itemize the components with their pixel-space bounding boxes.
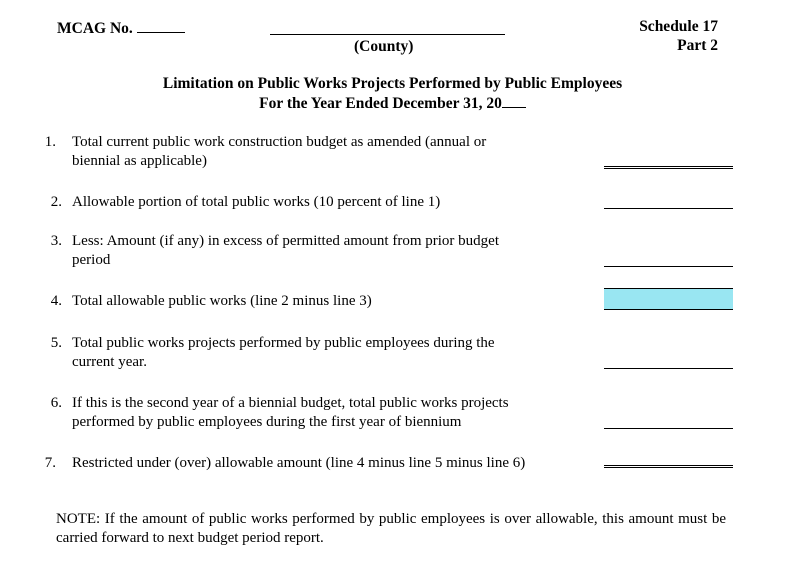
amount-field-6[interactable] <box>604 428 733 429</box>
form-title: Limitation on Public Works Projects Performed by Public Employees <box>162 75 623 92</box>
item-number: 5. <box>50 335 62 351</box>
form-subtitle-text: For the Year Ended December 31, 20 <box>259 95 502 112</box>
year-blank[interactable] <box>502 93 526 108</box>
line-item-1 <box>0 133 785 173</box>
amount-field-4[interactable] <box>604 288 733 310</box>
county-label: (County) <box>354 38 414 55</box>
line-item-4 <box>0 292 785 314</box>
item-text-line1: Total current public work construction budget as amended (annual or <box>72 134 487 150</box>
item-text-line1: Total allowable public works (line 2 minus line 3) <box>72 293 372 309</box>
item-number: 6. <box>50 395 62 411</box>
line-item-2 <box>0 193 785 213</box>
item-text-line2: performed by public employees during the first year of biennium <box>72 414 462 430</box>
line-item-5 <box>0 334 785 374</box>
item-text-line1: Restricted under (over) allowable amount (line 4 minus line 5 minus line 6) <box>72 455 526 471</box>
carry-forward-note: NOTE: If the amount of public works performed by public employees is over allowable, this amount must be carried forward to next budget period report. <box>56 511 726 546</box>
form-subtitle <box>0 93 785 113</box>
item-text-line1: Less: Amount (if any) in excess of permitted amount from prior budget <box>72 233 499 249</box>
item-number: 3. <box>50 233 62 249</box>
item-text-line1: Total public works projects performed by public employees during the <box>72 335 495 351</box>
item-text-line2: biennial as applicable) <box>72 153 207 169</box>
item-text-line1: Allowable portion of total public works (10 percent of line 1) <box>72 194 441 210</box>
item-number: 7. <box>44 455 56 471</box>
line-item-6 <box>0 394 785 434</box>
item-text-line1: If this is the second year of a biennial budget, total public works projects <box>72 395 509 411</box>
part-label: Part 2 <box>677 37 718 54</box>
item-number: 1. <box>44 134 56 150</box>
amount-field-7[interactable] <box>604 465 733 468</box>
line-item-3 <box>0 232 785 272</box>
mcag-number-label <box>57 18 185 38</box>
item-text-line2: current year. <box>72 354 147 370</box>
item-text-line2: period <box>72 252 111 268</box>
mcag-number-blank[interactable] <box>137 18 185 33</box>
item-number: 2. <box>50 194 62 210</box>
amount-field-1[interactable] <box>604 166 733 169</box>
line-item-7 <box>0 454 785 474</box>
schedule-label: Schedule 17 <box>639 18 718 35</box>
mcag-label-text: MCAG No. <box>57 20 133 37</box>
item-number: 4. <box>50 293 62 309</box>
amount-field-3[interactable] <box>604 266 733 267</box>
county-blank-line[interactable] <box>270 34 505 35</box>
amount-field-2[interactable] <box>604 208 733 209</box>
amount-field-5[interactable] <box>604 368 733 369</box>
